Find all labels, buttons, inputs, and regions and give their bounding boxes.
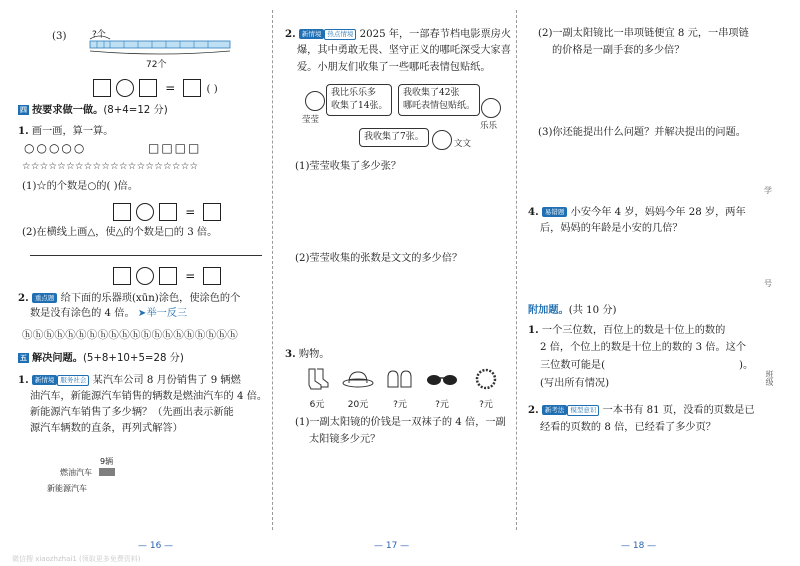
link-practice[interactable]: ➤举一反三 (137, 308, 188, 319)
problem-5-1-line2: 油汽车，新能源汽车销售的辆数是燃油汽车的 4 倍。 (30, 391, 268, 402)
side-label: 号 (764, 279, 772, 288)
problem-2-mid-sub1: (1)莹莹收集了多少张？ (295, 161, 402, 172)
speech-bubble-wenwen: 我收集了7张。 (359, 128, 429, 147)
q3-bottom-label: 72个 (146, 60, 167, 70)
hot-topic-tag: 热点情境 (324, 29, 356, 40)
price-bracelet: ?元 (479, 400, 493, 410)
child-face-icon (432, 130, 452, 150)
new-context-tag: 新情境 (299, 29, 325, 39)
mittens-icon (385, 367, 415, 391)
price-socks: 6元 (309, 400, 325, 410)
socks-icon (303, 367, 331, 391)
answer-box[interactable] (113, 203, 131, 221)
price-sunglasses: ?元 (435, 400, 449, 410)
speech-bubble-lele: 我收集了42张 哪吒表情包贴纸。 (398, 84, 480, 116)
footer-watermark: 微信搜 xiaozhzhai1 (领取更多免费资料) (12, 555, 141, 563)
squares-row: □□□□ (148, 141, 202, 155)
child-face-icon (305, 91, 325, 111)
draw-line[interactable] (30, 255, 262, 256)
circles-row: ○○○○○ (24, 141, 87, 155)
hat-icon (341, 369, 375, 389)
section-number-icon: 四 (20, 106, 27, 114)
side-label: 学 (764, 186, 772, 195)
page-divider (272, 10, 273, 530)
problem-3-sub2-line1: (2)一副太阳镜比一串项链便宜 8 元，一串项链 (538, 28, 749, 39)
new-context-tag: 新情境 (32, 375, 58, 385)
section-score: (5+8+10+5=28 分) (82, 353, 184, 364)
fuel-car-bar (99, 468, 115, 476)
bonus-2-line2: 经看的页数的 8 倍，已经看了多少页？ (540, 422, 716, 433)
problem-4-line2: 后，妈妈的年龄是小安的几倍？ (540, 223, 683, 234)
key-question-tag: 重点题 (32, 293, 58, 303)
problem-3-sub3: (3)你还能提出什么问题？并解决提出的问题。 (538, 127, 746, 138)
child-face-icon (481, 98, 501, 118)
bonus-1-line3: 三位数可能是( (540, 360, 606, 371)
segment-bar-diagram (84, 33, 234, 57)
service-tag: 服务社会 (57, 375, 89, 386)
section-title: 解决问题。 (32, 353, 83, 364)
section-5-header (18, 352, 184, 366)
problem-3-sub1-line1: (1)一副太阳镜的价钱是一双袜子的 4 倍，一副 (295, 417, 506, 428)
problem-2-mid-line3: 爱。小朋友们收集了一些哪吒表情包贴纸。 (297, 62, 491, 73)
bar-label-new-energy: 新能源汽车 (47, 484, 87, 493)
problem-3-sub2-line2: 的价格是一副手套的多少倍？ (552, 45, 685, 56)
operator-circle[interactable] (136, 203, 154, 221)
new-method-tag: 新考法 (542, 405, 568, 415)
section-4-header (18, 104, 168, 118)
answer-box[interactable] (203, 203, 221, 221)
problem-2-line2: 数是没有涂色的 4 倍。 ➤举一反三 (30, 308, 188, 319)
left-page (0, 0, 272, 566)
problem-1-sub2: (2)在横线上画△，使△的个数是□的 3 倍。 (22, 227, 218, 238)
price-mittens: ?元 (393, 400, 407, 410)
bonus-header: 附加题。(共 10 分) (528, 304, 617, 316)
bonus-2: 2. 新考法 模型意识 一本书有 81 页，没看的页数是已 (528, 404, 755, 416)
problem-1-equation-2: = (113, 265, 221, 285)
problem-2-mid-line2: 爆，其中勇敢无畏、坚守正义的哪吒深受大家喜 (297, 45, 511, 56)
problem-5-1-line4: 源汽车辆数的直条，再列式解答） (30, 423, 183, 434)
sunglasses-icon (425, 372, 459, 388)
q3-top-label: ?个 (92, 30, 106, 40)
problem-1-equation: = (113, 201, 221, 221)
page-number: — 17 — (374, 541, 410, 551)
section-number-icon: 五 (20, 354, 27, 362)
q3-equation: = ( ) (93, 77, 218, 97)
problem-2-mid: 2. 新情境 热点情境 2025 年，一部春节档电影票房火 (285, 28, 512, 40)
bonus-1: 1. 一个三位数，百位上的数是十位上的数的 (528, 324, 726, 336)
answer-box[interactable] (159, 267, 177, 285)
bar-label-fuel: 燃油汽车 (60, 468, 92, 477)
answer-box[interactable] (93, 79, 111, 97)
model-tag: 模型意识 (567, 405, 599, 416)
error-prone-tag: 易错题 (542, 207, 568, 217)
answer-box[interactable] (139, 79, 157, 97)
section-title: 按要求做一做。 (32, 105, 104, 116)
operator-circle[interactable] (136, 267, 154, 285)
answer-box[interactable] (203, 267, 221, 285)
child-name-wenwen: 文文 (454, 139, 472, 149)
answer-box[interactable] (183, 79, 201, 97)
q3-label: (3) (52, 31, 67, 42)
xun-row[interactable]: ⓗⓗⓗⓗⓗⓗⓗⓗⓗⓗⓗⓗⓗⓗⓗⓗⓗⓗⓗⓗ (22, 329, 238, 341)
problem-5-1: 1. 新情境 服务社会 某汽车公司 8 月份销售了 9 辆燃 (18, 374, 241, 386)
right-page (520, 0, 800, 566)
middle-page (275, 0, 515, 566)
bar-top-label: 9辆 (100, 457, 114, 466)
answer-box[interactable] (159, 203, 177, 221)
problem-2-mid-sub2: (2)莹莹收集的张数是文文的多少倍？ (295, 253, 463, 264)
operator-circle[interactable] (116, 79, 134, 97)
bonus-1-line3-end: )。 (739, 360, 754, 371)
page-divider (516, 10, 517, 530)
problem-2: 2. 重点题 给下面的乐器琐(xūn)涂色，使涂色的个 (18, 292, 241, 304)
section-score: (8+4=12 分) (103, 105, 168, 116)
page-number: — 18 — (621, 541, 657, 551)
problem-4: 4. 易错题 小安今年 4 岁，妈妈今年 28 岁，两年 (528, 206, 746, 218)
problem-3-sub1-line2: 太阳镜多少元？ (309, 434, 381, 445)
bonus-1-line4: (写出所有情况) (540, 378, 610, 389)
problem-5-1-line3: 新能源汽车销售了多少辆？（先画出表示新能 (30, 407, 234, 418)
bonus-1-line2: 2 倍，个位上的数是十位上的数的 3 倍。这个 (540, 342, 747, 353)
speech-bubble-yingying: 我比乐乐多 收集了14张。 (326, 84, 392, 116)
child-name-lele: 乐乐 (480, 121, 498, 131)
unit-blank[interactable]: ( ) (206, 84, 218, 95)
problem-1-sub1: (1)☆的个数是○的( )倍。 (22, 181, 139, 192)
answer-box[interactable] (113, 267, 131, 285)
problem-1-title: 1. 画一画，算一算。 (18, 125, 114, 137)
price-hat: 20元 (347, 400, 369, 410)
child-name-yingying: 莹莹 (302, 115, 320, 125)
problem-3-mid: 3. 购物。 (285, 348, 330, 360)
page-number: — 16 — (138, 541, 174, 551)
bracelet-icon (473, 366, 499, 392)
stars-row: ☆☆☆☆☆☆☆☆☆☆☆☆☆☆☆☆☆☆☆☆ (22, 161, 199, 172)
side-label: 班级 (765, 370, 774, 386)
